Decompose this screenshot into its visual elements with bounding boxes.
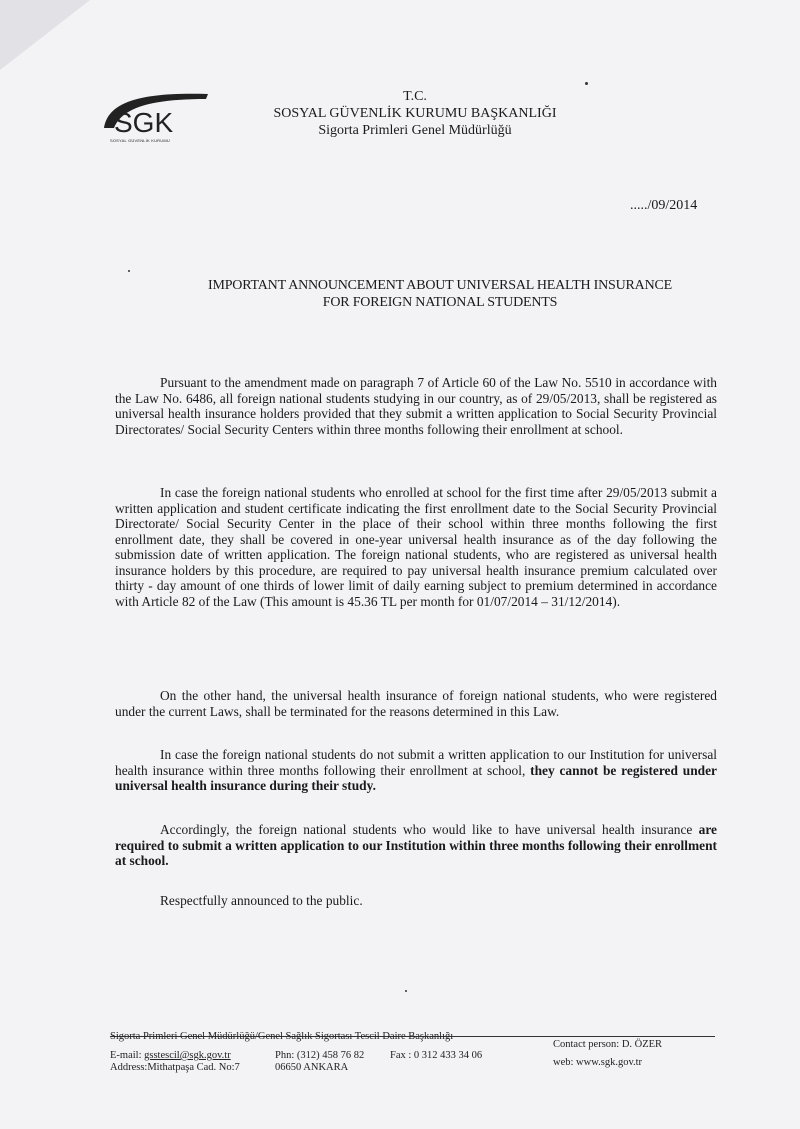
document-date: ...../09/2014 bbox=[630, 198, 698, 213]
paragraph-4-bold: they cannot be registered under universal health insurance during their study. bbox=[115, 762, 717, 793]
page-corner-shadow bbox=[0, 0, 90, 70]
header-institution: SOSYAL GÜVENLİK KURUMU BAŞKANLIĞI bbox=[273, 106, 557, 121]
footer-postal: 06650 ANKARA bbox=[275, 1062, 349, 1073]
paragraph-4 bbox=[115, 747, 717, 794]
footer-email-line bbox=[110, 1050, 231, 1063]
footer-email-link[interactable]: gsstescil@sgk.gov.tr bbox=[144, 1050, 231, 1061]
paragraph-1-text: Pursuant to the amendment made on paragraph 7 of Article 60 of the Law No. 5510 in accordance with the Law No. 6486, all foreign national students studying in our country, as of 29/05/2013, shall be registered as universal health insurance holders provided that they submit a written application to Social Security Provincial Directorates/ Social Security Centers within three months following their enrollment at school. bbox=[115, 375, 717, 437]
paragraph-4-text: In case the foreign national students do not submit a written application to our Institution for universal health insurance within three months following their enrollment at school, bbox=[115, 747, 717, 778]
title-line-2: FOR FOREIGN NATIONAL STUDENTS bbox=[322, 295, 558, 310]
footer-contact-person: Contact person: D. ÖZER bbox=[553, 1039, 663, 1050]
title-line-1: IMPORTANT ANNOUNCEMENT ABOUT UNIVERSAL HEALTH INSURANCE bbox=[208, 278, 672, 293]
footer-phone: Phn: (312) 458 76 82 bbox=[275, 1050, 365, 1061]
closing-line: Respectfully announced to the public. bbox=[160, 893, 363, 908]
paragraph-3-text: On the other hand, the universal health insurance of foreign national students, who were registered under the current Laws, shall be terminated for the reasons determined in this Law. bbox=[115, 688, 717, 719]
footer-department: Sigorta Primleri Genel Müdürlüğü/Genel Sağlık Sigortası Tescil Daire Başkanlığı bbox=[110, 1031, 454, 1042]
footer-fax: Fax : 0 312 433 34 06 bbox=[390, 1050, 483, 1061]
paragraph-2-text: In case the foreign national students who enrolled at school for the first time after 29/05/2013 submit a written application and student certificate indicating the first enrollment date to the Social Security Provincial Directorate/ Social Security Center in the place of their school within three months following the first enrollment date, they shall be covered in one-year universal health insurance as of the day following the submission date of written application. The foreign national students, who are registered as universal health insurance holders by this procedure, are required to pay universal health insurance premium calculated over thirty - day amount of one thirds of lower limit of daily earning subject to premium determined in accordance with Article 82 of the Law (This amount is 45.36 TL per month for 01/07/2014 – 31/12/2014). bbox=[115, 485, 717, 609]
logo-caption: SOSYAL GÜVENLİK KURUMU bbox=[110, 138, 170, 143]
paragraph-5 bbox=[115, 822, 717, 869]
paragraph-2 bbox=[115, 485, 717, 609]
paragraph-5-text: Accordingly, the foreign national students who would like to have universal health insurance bbox=[160, 822, 693, 837]
logo-text: SGK bbox=[114, 107, 174, 138]
announcement-title bbox=[160, 277, 720, 311]
letterhead bbox=[230, 88, 600, 139]
footer-address: Address:Mithatpaşa Cad. No:7 bbox=[110, 1062, 240, 1073]
footer-web: web: www.sgk.gov.tr bbox=[553, 1057, 643, 1068]
footer-email-label: E-mail: bbox=[110, 1050, 142, 1061]
scan-speck bbox=[405, 990, 407, 992]
scan-speck bbox=[585, 82, 588, 85]
paragraph-3 bbox=[115, 688, 717, 719]
scan-speck bbox=[128, 270, 130, 272]
header-tc: T.C. bbox=[403, 89, 427, 104]
header-directorate: Sigorta Primleri Genel Müdürlüğü bbox=[318, 123, 512, 138]
paragraph-1 bbox=[115, 375, 717, 437]
paragraph-5-bold: are required to submit a written application to our Institution within three months following their enrollment at school. bbox=[115, 822, 717, 868]
